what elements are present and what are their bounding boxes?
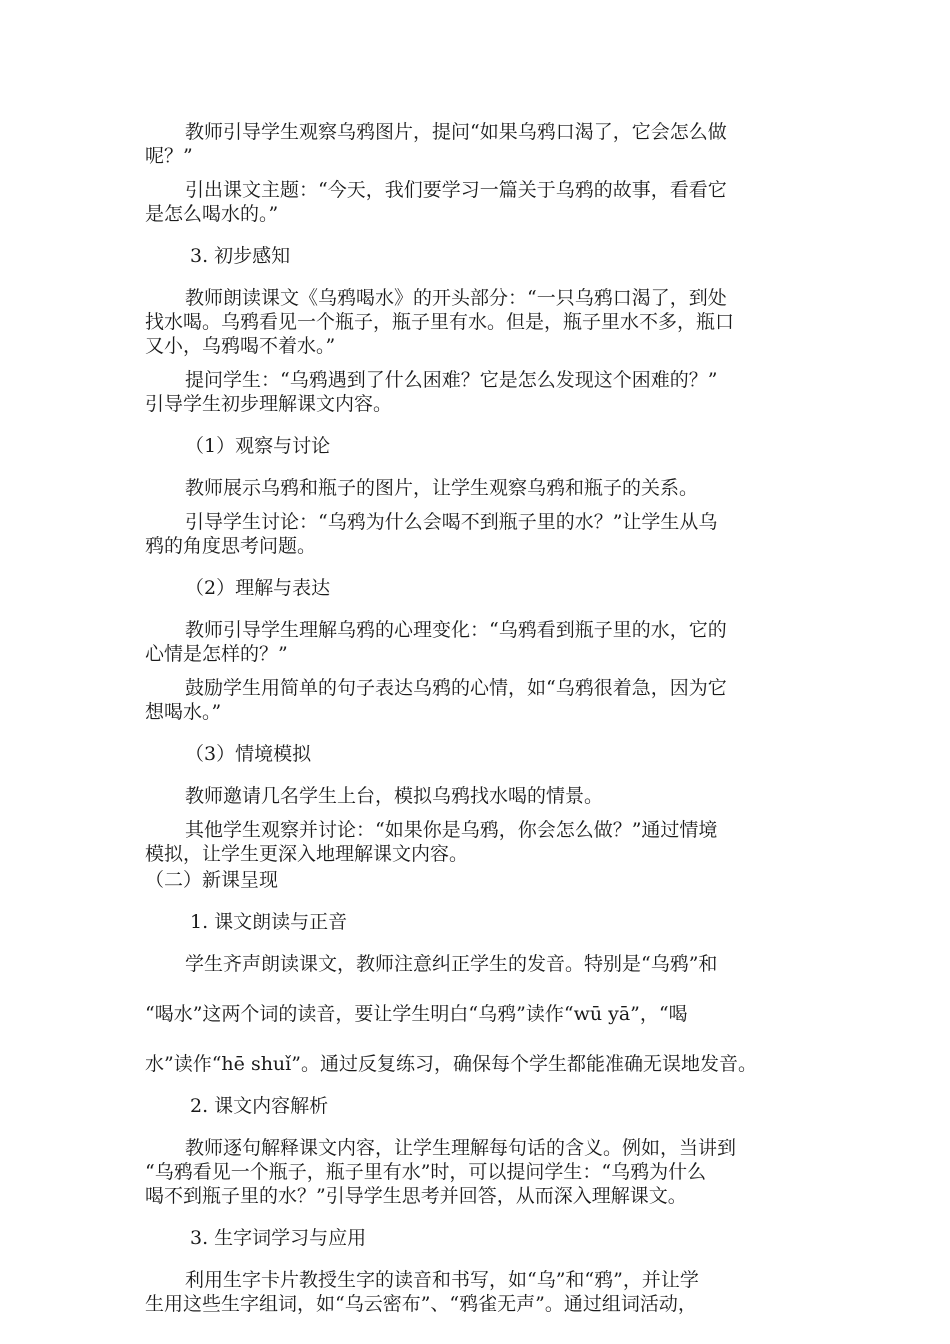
paragraph-line: 生用这些生字组词，如“乌云密布”、“鸦雀无声”。通过组词活动， <box>145 1293 697 1315</box>
section-heading: （二）新课呈现 <box>145 869 279 891</box>
paragraph-line: 教师逐句解释课文内容，让学生理解每句话的含义。例如，当讲到 <box>185 1137 737 1159</box>
paragraph-line: 提问学生：“乌鸦遇到了什么困难？它是怎么发现这个困难的？” <box>185 369 718 391</box>
paragraph-line: 引导学生讨论：“乌鸦为什么会喝不到瓶子里的水？”让学生从乌 <box>185 511 718 533</box>
paragraph-line: 教师展示乌鸦和瓶子的图片，让学生观察乌鸦和瓶子的关系。 <box>185 477 699 499</box>
paragraph-line: 教师引导学生理解乌鸦的心理变化：“乌鸦看到瓶子里的水，它的 <box>185 619 727 641</box>
paragraph-line: 是怎么喝水的。” <box>145 203 279 225</box>
paragraph-line: 鼓励学生用简单的句子表达乌鸦的心情，如“乌鸦很着急，因为它 <box>185 677 727 699</box>
subsection-heading: 1. 课文朗读与正音 <box>190 911 348 933</box>
paragraph-line: 教师引导学生观察乌鸦图片，提问“如果乌鸦口渴了，它会怎么做 <box>185 121 727 143</box>
paragraph-line: 想喝水。” <box>145 701 222 723</box>
paragraph-line: 找水喝。乌鸦看见一个瓶子，瓶子里有水。但是，瓶子里水不多，瓶口 <box>145 311 735 333</box>
subsection-heading: （2）理解与表达 <box>185 577 331 599</box>
paragraph-line: 喝不到瓶子里的水？”引导学生思考并回答，从而深入理解课文。 <box>145 1185 687 1207</box>
paragraph-line: 又小，乌鸦喝不着水。” <box>145 335 336 357</box>
paragraph-line: 教师邀请几名学生上台，模拟乌鸦找水喝的情景。 <box>185 785 604 807</box>
paragraph-line: 其他学生观察并讨论：“如果你是乌鸦，你会怎么做？”通过情境 <box>185 819 718 841</box>
paragraph-line: 利用生字卡片教授生字的读音和书写，如“乌”和“鸦”，并让学 <box>185 1269 699 1291</box>
subsection-heading: 3. 初步感知 <box>190 245 291 267</box>
paragraph-line: 学生齐声朗读课文，教师注意纠正学生的发音。特别是“乌鸦”和 <box>185 953 718 975</box>
paragraph-line: 呢？” <box>145 145 193 167</box>
paragraph-line: 教师朗读课文《乌鸦喝水》的开头部分：“一只乌鸦口渴了，到处 <box>185 287 727 309</box>
paragraph-line: “乌鸦看见一个瓶子，瓶子里有水”时，可以提问学生：“乌鸦为什么 <box>145 1161 707 1183</box>
paragraph-line: 鸦的角度思考问题。 <box>145 535 317 557</box>
subsection-heading: 3. 生字词学习与应用 <box>190 1227 367 1249</box>
subsection-heading: （1）观察与讨论 <box>185 435 331 457</box>
paragraph-line: 模拟，让学生更深入地理解课文内容。 <box>145 843 469 865</box>
subsection-heading: （3）情境模拟 <box>185 743 312 765</box>
paragraph-line: 水”读作“hē shuǐ”。通过反复练习，确保每个学生都能准确无误地发音。 <box>145 1053 757 1075</box>
subsection-heading: 2. 课文内容解析 <box>190 1095 329 1117</box>
paragraph-line: 心情是怎样的？” <box>145 643 288 665</box>
document-body <box>145 120 810 1316</box>
paragraph-line: “喝水”这两个词的读音，要让学生明白“乌鸦”读作“wū yā”，“喝 <box>145 1003 688 1025</box>
paragraph-line: 引出课文主题：“今天，我们要学习一篇关于乌鸦的故事，看看它 <box>185 179 727 201</box>
paragraph-line: 引导学生初步理解课文内容。 <box>145 393 393 415</box>
